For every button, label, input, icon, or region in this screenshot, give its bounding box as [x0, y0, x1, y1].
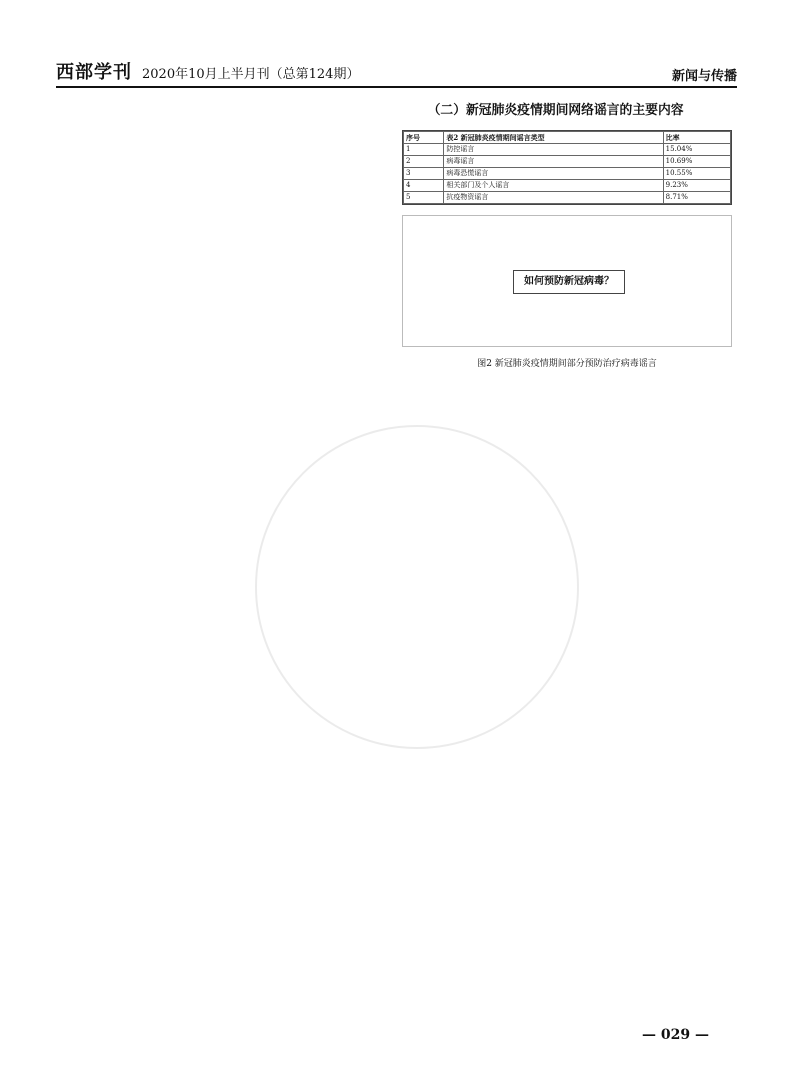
table-cell: 3	[404, 168, 444, 180]
table-cell: 防控谣言	[444, 144, 663, 156]
table-cell: 相关部门及个人谣言	[444, 180, 663, 192]
table-row	[404, 168, 731, 180]
header-left	[56, 58, 359, 84]
page-header	[56, 58, 737, 88]
rumor-type-table	[403, 131, 731, 204]
table-cell: 9.23%	[663, 180, 730, 192]
table-cell: 5	[404, 192, 444, 204]
table-cell: 10.55%	[663, 168, 730, 180]
issue-info: 2020年10月上半月刊（总第124期）	[142, 67, 360, 82]
table-cell: 15.04%	[663, 144, 730, 156]
table-header-row	[404, 132, 731, 144]
section-title: 新闻与传播	[671, 69, 737, 84]
table-cell: 抗疫物资谣言	[444, 192, 663, 204]
section-subheading: （二）新冠肺炎疫情期间网络谣言的主要内容	[427, 103, 684, 118]
watermark-seal	[255, 425, 579, 749]
table-row	[404, 156, 731, 168]
right-column	[402, 98, 732, 377]
table-row	[404, 180, 731, 192]
figure-caption: 图2 新冠肺炎疫情期间部分预防治疗病毒谣言	[477, 359, 657, 369]
table-row	[404, 144, 731, 156]
table-header-cell: 表2 新冠肺炎疫情期间谣言类型	[444, 132, 663, 144]
journal-logo: 西部学刊	[56, 62, 132, 83]
page-number: — 029 —	[642, 1027, 709, 1043]
table-cell: 4	[404, 180, 444, 192]
table-header-cell: 序号	[404, 132, 444, 144]
table-header-cell: 比率	[663, 132, 730, 144]
table-cell: 8.71%	[663, 192, 730, 204]
table-cell: 病毒恐慌谣言	[444, 168, 663, 180]
table-row	[404, 192, 731, 204]
table-cell: 1	[404, 144, 444, 156]
figure-center-question: 如何预防新冠病毒？	[513, 270, 625, 294]
table-cell: 病毒谣言	[444, 156, 663, 168]
rumor-type-table-box	[402, 130, 732, 205]
prevention-rumor-figure	[402, 215, 732, 347]
table-cell: 10.69%	[663, 156, 730, 168]
left-column	[62, 98, 392, 100]
table-cell: 2	[404, 156, 444, 168]
